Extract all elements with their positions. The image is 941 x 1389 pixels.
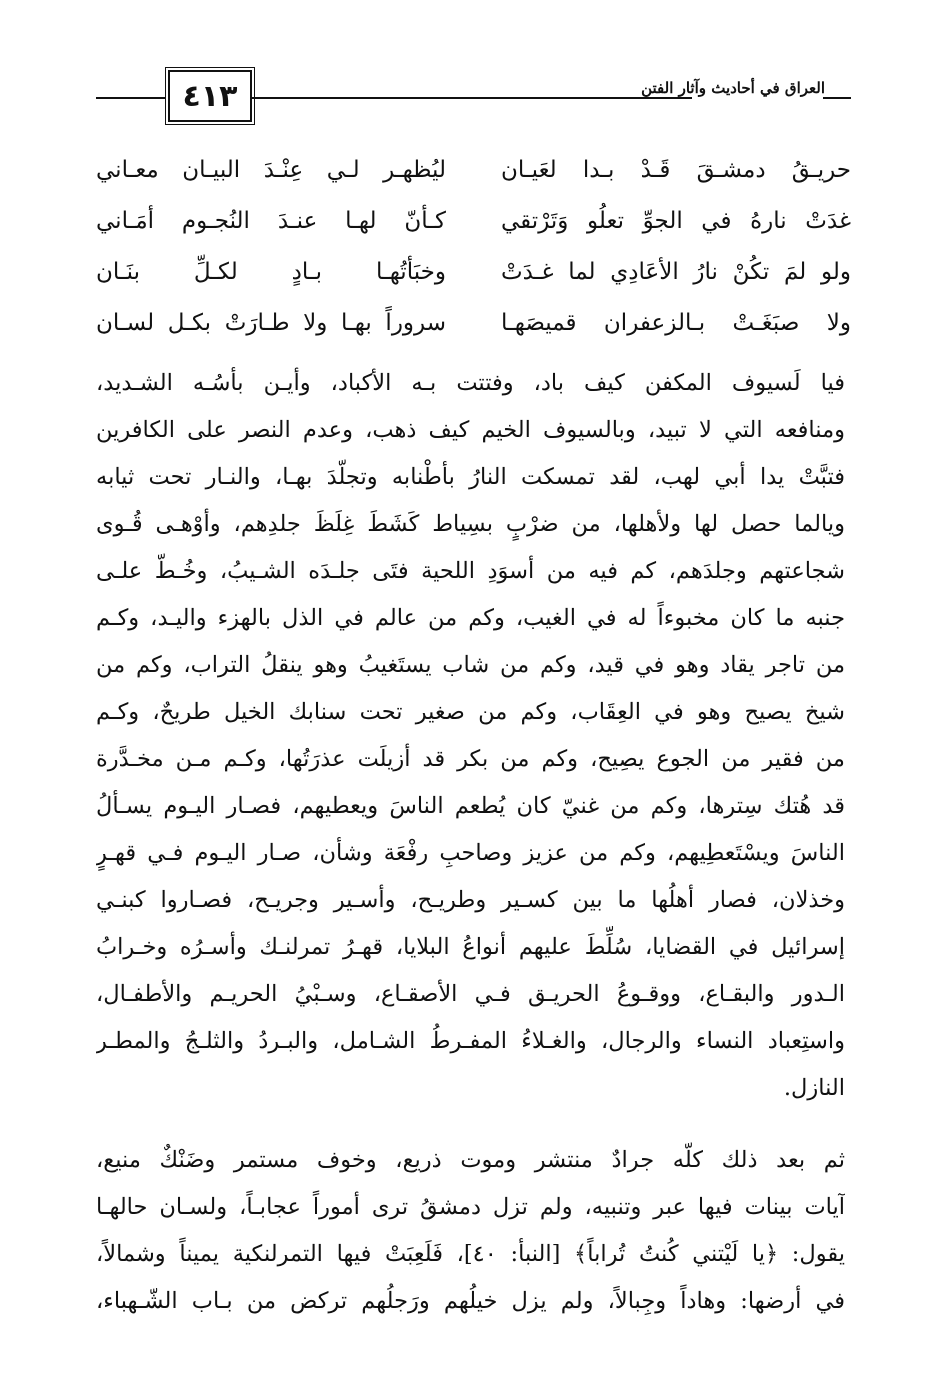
text-line: فيا لَسيوف المكفن كيف باد، وفتتت بـه الأكباد، وأيـن بأسُـه الشـديد،	[96, 370, 845, 396]
text-line: في أرضها: وهاداً وجِبالاً، ولم يزل خيلُهم ورَجلُهم تركض من بـاب الشّـهباء،	[96, 1288, 845, 1314]
verse-second-half: كـأنّ لهـا عنـدَ النُجـوم أمَـاني	[96, 208, 446, 234]
verse	[96, 247, 851, 298]
text-line: من تاجر يقاد وهو في قيد، وكم من شاب يستَغيبُ وهو ينقلُ التراب، وكم من	[96, 652, 845, 678]
paragraph-2	[96, 1137, 845, 1325]
text-line: آيات بينات فيها عبر وتنبيه، ولم تزل دمشقُ ترى أموراً عجابـاً، ولسـان حالهـا	[96, 1194, 845, 1220]
verse	[96, 145, 851, 196]
header-rule-middle	[252, 97, 692, 99]
verse-second-half: وخبَأتُهـا بـادٍ لكـلِّ بنَـان	[96, 259, 446, 285]
verse-first-half: غدَتْ نارهُ في الجوِّ تعلُو وَتَرْتقي	[501, 208, 851, 234]
verse-second-half: ليُظهـر لـي عِنْـدَ البيـان معـاني	[96, 157, 446, 183]
verse	[96, 196, 851, 247]
text-line: شجاعتهم وجلدَهم، كم فيه من أسوَدِ اللحية فتَى جلـدَه الشـيبُ، وخُـطّ علـى	[96, 558, 845, 584]
verse-second-half: سروراً بهـا ولا طـارَتْ بكـل لسـان	[96, 310, 446, 336]
page-header	[96, 62, 851, 124]
text-line: وخذلان، فصار أهلُها ما بين كسـير وطريـح، وأسـير وجريـح، فصـاروا كبنـي	[96, 887, 845, 913]
text-line: ومنافعه التي لا تبيد، وبالسيوف الخيم كيف ذهب، وعدم النصر على الكافرين	[96, 417, 845, 443]
verse	[96, 298, 851, 349]
verse-first-half: ولو لمَ تكُنْ نارُ الأعَادِي لما غـدَتْ	[501, 259, 851, 285]
text-line: يقول: ﴿يا لَيْتني كُنتُ تُراباً﴾ [النبأ: ٤٠]، فَلَعِبَتْ فيها التمرلنكية يميناً وشمالاً،	[96, 1241, 845, 1267]
text-line: واستِعباد النساء والرجال، والغـلاءُ المفـرطُ الشـامل، والبـردُ والثلـجُ والمطـر	[96, 1028, 845, 1054]
text-line: الناسَ ويسْتَعطِيهم، وكم من عزيز وصاحبِ رفْعَة وشأن، صـار اليـوم فـي قهـرٍ	[96, 840, 845, 866]
text-line: جنبه ما كان مخبوءاً له في الغيب، وكم من عالم في الذل بالهزء واليـد، وكـم	[96, 605, 845, 631]
text-line: إسرائيل في القضايا، سُلِّطَ عليهم أنواعُ البلايا، قهـرُ تمرلنـك وأسـرُه وخـرابُ	[96, 934, 845, 960]
header-rule-left	[96, 97, 166, 99]
text-line: من فقير من الجوع يصِيح، وكم من بكر قد أزيلَت عذرَتُها، وكـم مـن مخـدَّرة	[96, 746, 845, 772]
text-line: ويالما حصل لها ولأهلها، من ضرْبٍ بسِياط كَشَطَ غِلَظَ جلدِهم، وأوْهـى قُـوى	[96, 511, 845, 537]
page-number: ٤١٣	[168, 70, 252, 122]
verse-first-half: حريـقُ دمشـقَ قَـدْ بـدا لعَيـان	[501, 157, 851, 183]
verse-first-half: ولا صبَغَـتْ بـالزعفران قميصَهـا	[501, 310, 851, 336]
running-title: العراق في أحاديث وآثار الفتن	[641, 79, 825, 97]
text-line: ثم بعد ذلك كلّه جرادٌ منتشر وموت ذريع، وخوف مستمر وضَنْكٌ منيع،	[96, 1147, 845, 1173]
poem	[96, 145, 851, 349]
text-line: شيخ يصيح وهو في العِقَاب، وكم من صغير تحت سنابك الخيل طريحٌ، وكـم	[96, 699, 845, 725]
text-line: النازل.	[783, 1075, 845, 1101]
text-line: فتبَّتْ يدا أبي لهب، لقد تمسكت النارُ بأطْنابه وتجلّدَ بهـا، والنـار تحت ثيابه	[96, 464, 845, 490]
paragraph-1	[96, 360, 845, 1112]
text-line: الـدور والبقـاع، ووقـوعُ الحريـق فـي الأصقـاع، وسـبْيُ الحريـم والأطفـال،	[96, 981, 845, 1007]
text-line: قد هُتك سِترها، وكم من غنيّ كان يُطعم الناسَ ويعطيهم، فصـار اليـوم يسـألُ	[96, 793, 845, 819]
header-rule-right	[823, 97, 851, 99]
